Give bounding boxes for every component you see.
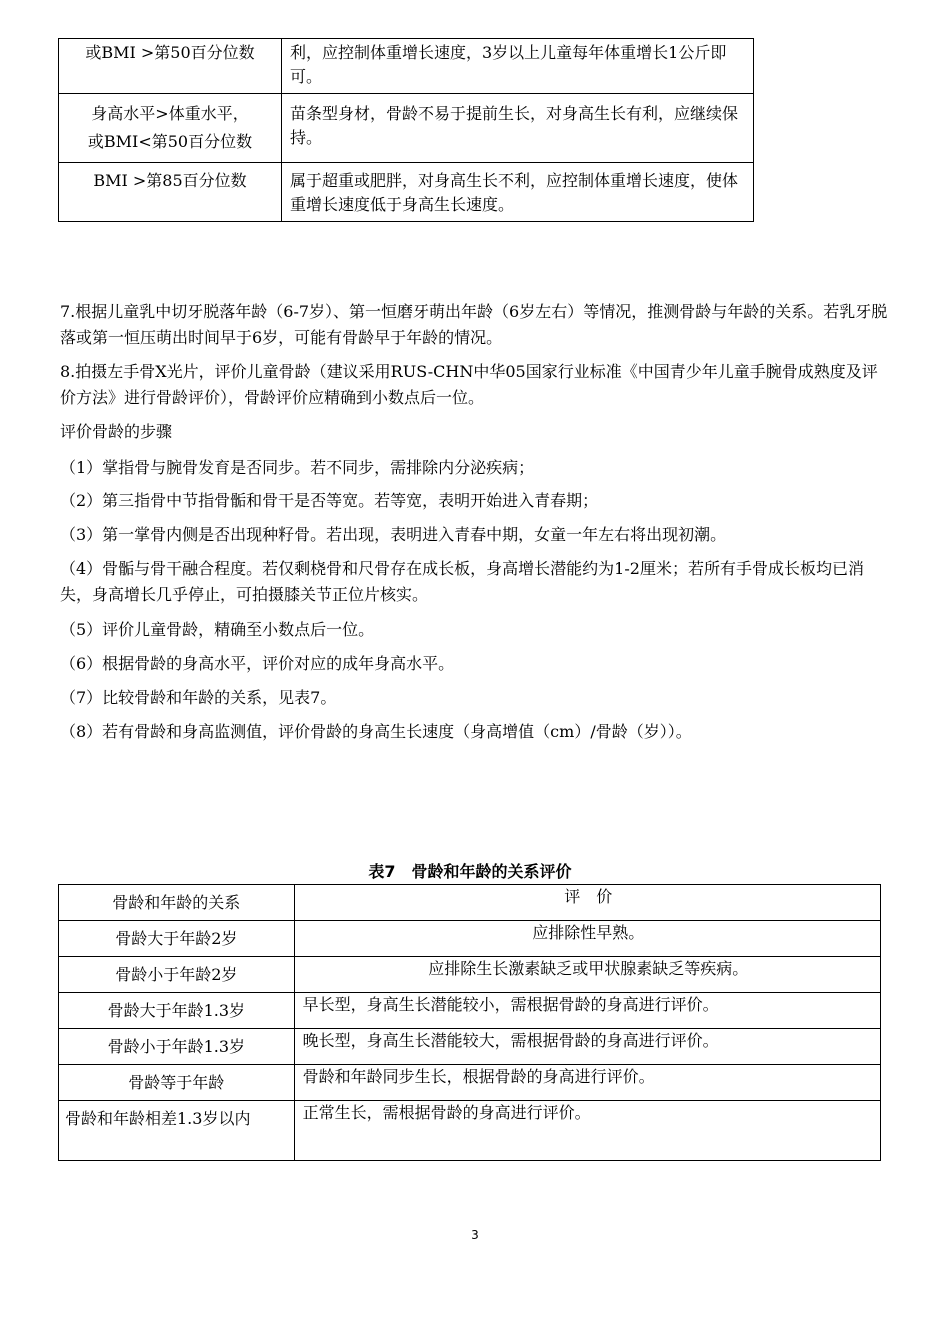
bmi-evaluation-table [58,38,754,222]
table-cell-evaluation: 晚长型，身高生长潜能较大，需根据骨龄的身高进行评价。 [294,1029,880,1065]
table-cell-condition: 或BMI >第50百分位数 [59,39,282,94]
table-row [59,1101,881,1161]
bone-age-relation-table [58,884,881,1161]
header-cell-relation: 骨龄和年龄的关系 [59,885,295,921]
paragraph-8: 8.拍摄左手骨X光片，评价儿童骨龄（建议采用RUS-CHN中华05国家行业标准《中国青少年儿童手腕骨成熟度及评价方法》进行骨龄评价），骨龄评价应精确到小数点后一位。 [60,362,878,407]
table-row [59,921,881,957]
page-number: 3 [471,1228,479,1242]
header-cell-evaluation: 评 价 [294,885,880,921]
table-cell-condition [59,94,282,163]
table-row [59,957,881,993]
table-cell-condition: BMI >第85百分位数 [59,163,282,222]
step-5: （5）评价儿童骨龄，精确至小数点后一位。 [60,620,375,639]
table-row [59,993,881,1029]
step-7: （7）比较骨龄和年龄的关系，见表7。 [60,688,337,707]
table-cell-evaluation: 早长型，身高生长潜能较小，需根据骨龄的身高进行评价。 [294,993,880,1029]
table-cell-relation: 骨龄大于年龄1.3岁 [59,993,295,1029]
table-cell-advice: 利，应控制体重增长速度，3岁以上儿童每年体重增长1公斤即可。 [282,39,754,94]
step-2: （2）第三指骨中节指骨骺和骨干是否等宽。若等宽，表明开始进入青春期； [60,491,599,510]
step-8: （8）若有骨龄和身高监测值，评价骨龄的身高生长速度（身高增值（cm）/骨龄（岁））。 [60,722,692,741]
table-cell-relation: 骨龄大于年龄2岁 [59,921,295,957]
table-row [59,94,754,163]
table-cell-advice: 苗条型身材，骨龄不易于提前生长，对身高生长有利，应继续保持。 [282,94,754,163]
table-row [59,163,754,222]
table-cell-evaluation: 应排除生长激素缺乏或甲状腺素缺乏等疾病。 [294,957,880,993]
table-cell-relation: 骨龄小于年龄1.3岁 [59,1029,295,1065]
condition-line: 身高水平>体重水平， [91,104,249,123]
table-title: 表7 骨龄和年龄的关系评价 [368,862,572,881]
table-row [59,1065,881,1101]
table-cell-evaluation: 应排除性早熟。 [294,921,880,957]
table-row [59,1029,881,1065]
table-cell-relation: 骨龄小于年龄2岁 [59,957,295,993]
table-cell-evaluation: 正常生长，需根据骨龄的身高进行评价。 [294,1101,880,1161]
table-cell-evaluation: 骨龄和年龄同步生长，根据骨龄的身高进行评价。 [294,1065,880,1101]
condition-line: 或BMI<第50百分位数 [87,132,253,151]
steps-heading: 评价骨龄的步骤 [60,422,173,441]
table-header-row [59,885,881,921]
step-6: （6）根据骨龄的身高水平，评价对应的成年身高水平。 [60,654,455,673]
table-row [59,39,754,94]
table-cell-advice: 属于超重或肥胖，对身高生长不利，应控制体重增长速度，使体重增长速度低于身高生长速度。 [282,163,754,222]
table-cell-relation: 骨龄等于年龄 [59,1065,295,1101]
table-cell-relation: 骨龄和年龄相差1.3岁以内 [59,1101,295,1161]
step-1: （1）掌指骨与腕骨发育是否同步。若不同步，需排除内分泌疾病； [60,458,535,477]
paragraph-7: 7.根据儿童乳中切牙脱落年龄（6-7岁）、第一恒磨牙萌出年龄（6岁左右）等情况，推测骨龄与年龄的关系。若乳牙脱落或第一恒压萌出时间早于6岁，可能有骨龄早于年龄的情况。 [60,302,888,347]
step-3: （3）第一掌骨内侧是否出现种籽骨。若出现，表明进入青春中期，女童一年左右将出现初潮。 [60,525,727,544]
step-4: （4）骨骺与骨干融合程度。若仅剩桡骨和尺骨存在成长板，身高增长潜能约为1-2厘米；若所有手骨成长板均已消失，身高增长几乎停止，可拍摄膝关节正位片核实。 [60,559,864,604]
